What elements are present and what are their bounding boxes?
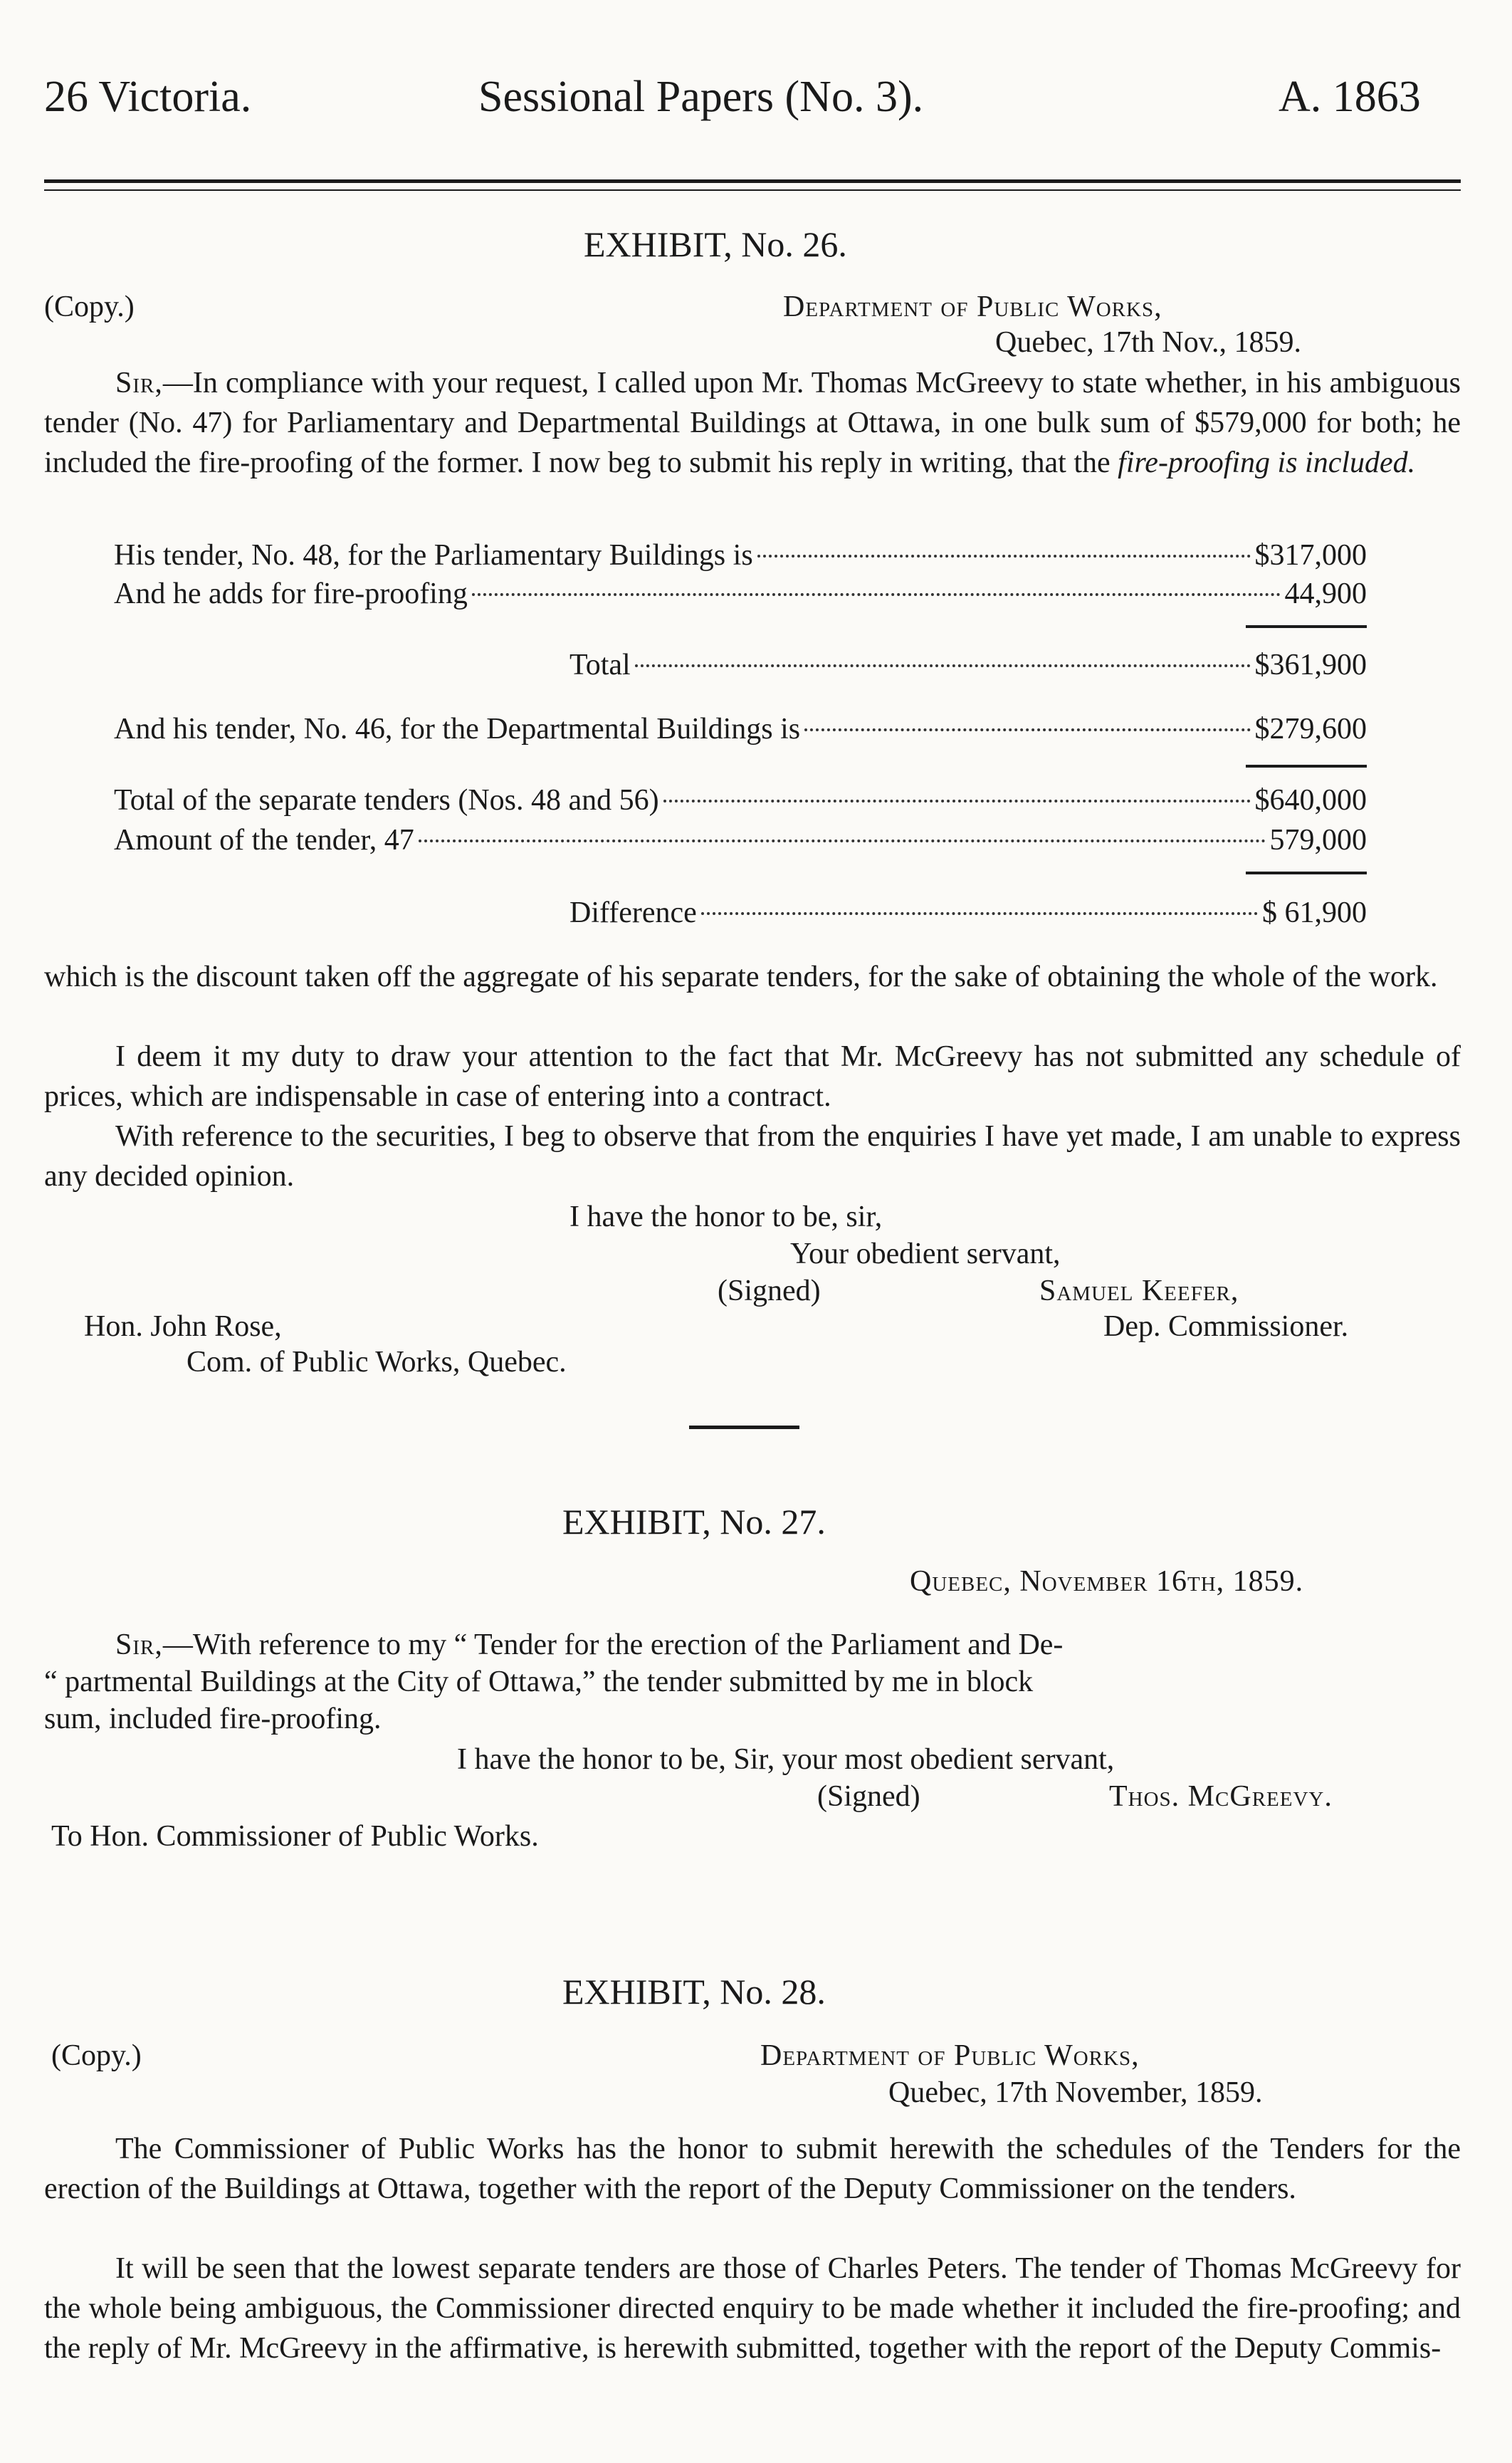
italic-phrase: fire-proofing is included. <box>1118 446 1416 479</box>
exhibit-27-line-1: Sir,—With reference to my “ Tender for the erection of the Parliament and De- <box>115 1628 1064 1661</box>
running-head-left: 26 Victoria. <box>44 73 252 121</box>
exhibit-26-addressee-2: Com. of Public Works, Quebec. <box>187 1346 567 1379</box>
exhibit-26-copy-label: (Copy.) <box>44 291 135 323</box>
tender-row-separate-total: Total of the separate tenders (Nos. 48 and 56) $640,000 <box>114 784 1367 817</box>
salutation: Sir, <box>115 367 163 399</box>
exhibit-27-signer: Thos. McGreevy. <box>1109 1780 1333 1813</box>
exhibit-28-title: EXHIBIT, No. 28. <box>562 1972 826 2012</box>
exhibit-28-copy-label: (Copy.) <box>51 2039 142 2072</box>
sum-rule-1 <box>1246 625 1367 628</box>
exhibit-28-paragraph-2: It will be seen that the lowest separate tenders are those of Charles Peters. The tender of Thomas McGreevy for the whole being ambiguous, the Commissioner directed enquiry to be made whether it included the fire-proofing; and the reply of Mr. McGreevy in the affirmative, is herewith submitted, together with the report of the Deputy Commis- <box>44 2252 1461 2365</box>
tender-row-fireproofing: And he adds for fire-proofing 44,900 <box>114 577 1367 610</box>
exhibit-26-signer-title: Dep. Commissioner. <box>1103 1310 1349 1343</box>
exhibit-26-signer: Samuel Keefer, <box>1039 1275 1239 1307</box>
exhibit-26-paragraph-3: I deem it my duty to draw your attention to the fact that Mr. McGreevy has not submitted any schedule of prices, which are indispensable in case of entering into a contract. <box>44 1040 1461 1113</box>
exhibit-26-place-date: Quebec, 17th Nov., 1859. <box>995 326 1302 359</box>
tender-row-46: And his tender, No. 46, for the Departmental Buildings is $279,600 <box>114 713 1367 746</box>
header-rule-thin <box>44 189 1461 191</box>
exhibit-26-addressee-1: Hon. John Rose, <box>84 1310 282 1343</box>
exhibit-27-line-2: “ partmental Buildings at the City of Ottawa,” the tender submitted by me in block <box>44 1665 1034 1698</box>
header-rule-thick <box>44 179 1461 183</box>
running-head-right: A. 1863 <box>1279 73 1421 121</box>
exhibit-26-department: Department of Public Works, <box>783 291 1162 323</box>
exhibit-26-paragraph-1: Sir,—In compliance with your request, I called upon Mr. Thomas McGreevy to state whether, in his ambiguous tender (No. 47) for Parliamentary and Departmental Buildings at Ottawa, in one bulk sum of $579,000 for both; he included the fire-proofing of the former. I now beg to submit his reply in writing, that the fire-proofing is included. <box>44 367 1461 479</box>
exhibit-28-paragraph-1: The Commissioner of Public Works has the honor to submit herewith the schedules of the Tenders for the erection of the Buildings at Ottawa, together with the report of the Deputy Commissioner on the tenders. <box>44 2133 1461 2205</box>
exhibit-26-paragraph-4: With reference to the securities, I beg to observe that from the enquiries I have yet made, I am unable to express any decided opinion. <box>44 1120 1461 1193</box>
exhibit-27-line-3: sum, included fire-proofing. <box>44 1703 382 1735</box>
sum-rule-3 <box>1246 872 1367 874</box>
tender-row-difference: Difference $ 61,900 <box>569 896 1367 929</box>
exhibit-26-servant: Your obedient servant, <box>790 1238 1061 1270</box>
exhibit-26-signed: (Signed) <box>718 1275 821 1307</box>
sum-rule-2 <box>1246 765 1367 768</box>
tender-row-total: Total $361,900 <box>569 649 1367 681</box>
exhibit-27-place-date: Quebec, November 16th, 1859. <box>910 1565 1304 1598</box>
exhibit-27-honor: I have the honor to be, Sir, your most obedient servant, <box>457 1743 1115 1776</box>
exhibit-26-paragraph-2: which is the discount taken off the aggregate of his separate tenders, for the sake of obtaining the whole of the work. <box>44 961 1438 993</box>
running-head-center: Sessional Papers (No. 3). <box>478 73 924 121</box>
exhibit-26-honor: I have the honor to be, sir, <box>569 1201 883 1233</box>
tender-row-47: Amount of the tender, 47 579,000 <box>114 824 1367 857</box>
exhibit-27-signed: (Signed) <box>817 1780 920 1813</box>
exhibit-27-title: EXHIBIT, No. 27. <box>562 1502 826 1542</box>
exhibit-28-place-date: Quebec, 17th November, 1859. <box>888 2076 1263 2109</box>
exhibit-28-department: Department of Public Works, <box>760 2039 1140 2072</box>
tender-row-48: His tender, No. 48, for the Parliamentary Buildings is $317,000 <box>114 539 1367 572</box>
exhibit-26-title: EXHIBIT, No. 26. <box>584 224 847 264</box>
salutation: Sir, <box>115 1628 163 1661</box>
exhibit-27-recipient: To Hon. Commissioner of Public Works. <box>51 1820 539 1853</box>
section-separator-1 <box>689 1426 799 1429</box>
